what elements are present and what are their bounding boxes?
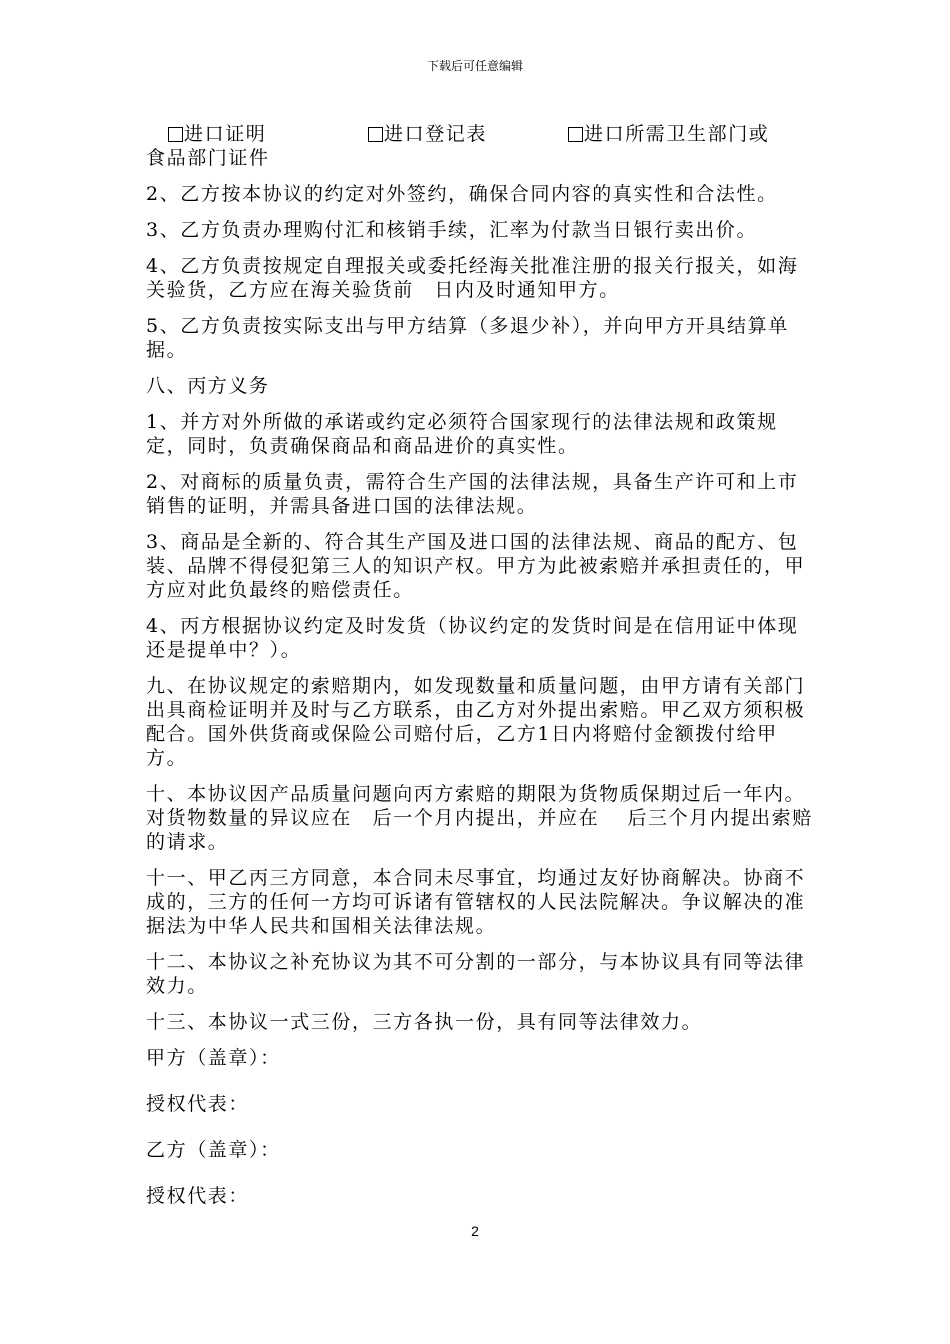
document-body bbox=[146, 122, 818, 1230]
party-a-representative-line: 授权代表： bbox=[146, 1093, 250, 1115]
checklist-item-label: 进口证明 bbox=[184, 123, 267, 145]
checklist-item-health-documents[interactable] bbox=[568, 122, 769, 146]
clause-paragraph: 十、本协议因产品质量问题向丙方索赔的期限为货物质保期过后一年内。对货物数量的异议应在 后一个月内提出，并应在 后三个月内提出索赔的请求。 bbox=[146, 783, 813, 853]
clause-paragraph: 5、乙方负责按实际支出与甲方结算（多退少补），并向甲方开具结算单据。 bbox=[146, 315, 789, 361]
clause-paragraph: 3、商品是全新的、符合其生产国及进口国的法律法规、商品的配方、包装、品牌不得侵犯第三人的知识产权。甲方为此被索赔并承担责任的，甲方应对此负最终的赔偿责任。 bbox=[146, 531, 806, 601]
checklist-item-import-certificate[interactable] bbox=[168, 122, 368, 146]
section-heading: 八、丙方义务 bbox=[146, 375, 270, 397]
clause-paragraph: 3、乙方负责办理购付汇和核销手续，汇率为付款当日银行卖出价。 bbox=[146, 219, 758, 241]
clause-paragraph: 十三、本协议一式三份，三方各执一份，具有同等法律效力。 bbox=[146, 1011, 703, 1033]
clause-paragraph: 1、并方对外所做的承诺或约定必须符合国家现行的法律法规和政策规定，同时，负责确保商品和商品进价的真实性。 bbox=[146, 411, 778, 457]
clause-paragraph: 十二、本协议之补充协议为其不可分割的一部分，与本协议具有同等法律效力。 bbox=[146, 951, 806, 997]
party-a-seal-line: 甲方（盖章）： bbox=[146, 1047, 281, 1069]
clause-paragraph: 2、乙方按本协议的约定对外签约，确保合同内容的真实性和合法性。 bbox=[146, 183, 778, 205]
checkbox-icon[interactable] bbox=[168, 127, 183, 142]
clause-paragraph: 九、在协议规定的索赔期内，如发现数量和质量问题，由甲方请有关部门出具商检证明并及时与乙方联系，由乙方对外提出索赔。甲乙双方须积极配合。国外供货商或保险公司赔付后，乙方1日内将赔付金额拨付给甲方。 bbox=[146, 675, 806, 769]
party-b-representative-line: 授权代表： bbox=[146, 1185, 250, 1207]
checklist-line bbox=[146, 122, 818, 146]
page-number: 2 bbox=[471, 1223, 479, 1239]
checkbox-icon[interactable] bbox=[568, 127, 583, 142]
page-header: 下载后可任意编辑 bbox=[426, 59, 523, 73]
checklist-item-label: 进口登记表 bbox=[384, 123, 488, 145]
clause-paragraph: 4、乙方负责按规定自理报关或委托经海关批准注册的报关行报关，如海关验货，乙方应在海关验货前 日内及时通知甲方。 bbox=[146, 255, 799, 301]
checklist-item-label: 进口所需卫生部门或 bbox=[584, 123, 770, 145]
document-checklist bbox=[146, 122, 818, 170]
checklist-item-import-registration[interactable] bbox=[368, 122, 568, 146]
checkbox-icon[interactable] bbox=[368, 127, 383, 142]
clause-paragraph: 2、对商标的质量负责，需符合生产国的法律法规，具备生产许可和上市销售的证明，并需具备进口国的法律法规。 bbox=[146, 471, 799, 517]
clause-paragraph: 4、丙方根据协议约定及时发货（协议约定的发货时间是在信用证中体现还是提单中？）。 bbox=[146, 615, 799, 661]
clause-paragraph: 十一、甲乙丙三方同意，本合同未尽事宜，均通过友好协商解决。协商不成的，三方的任何一方均可诉诸有管辖权的人民法院解决。争议解决的准据法为中华人民共和国相关法律法规。 bbox=[146, 867, 806, 937]
party-b-seal-line: 乙方（盖章）： bbox=[146, 1139, 281, 1161]
checklist-continuation: 食品部门证件 bbox=[146, 147, 270, 169]
